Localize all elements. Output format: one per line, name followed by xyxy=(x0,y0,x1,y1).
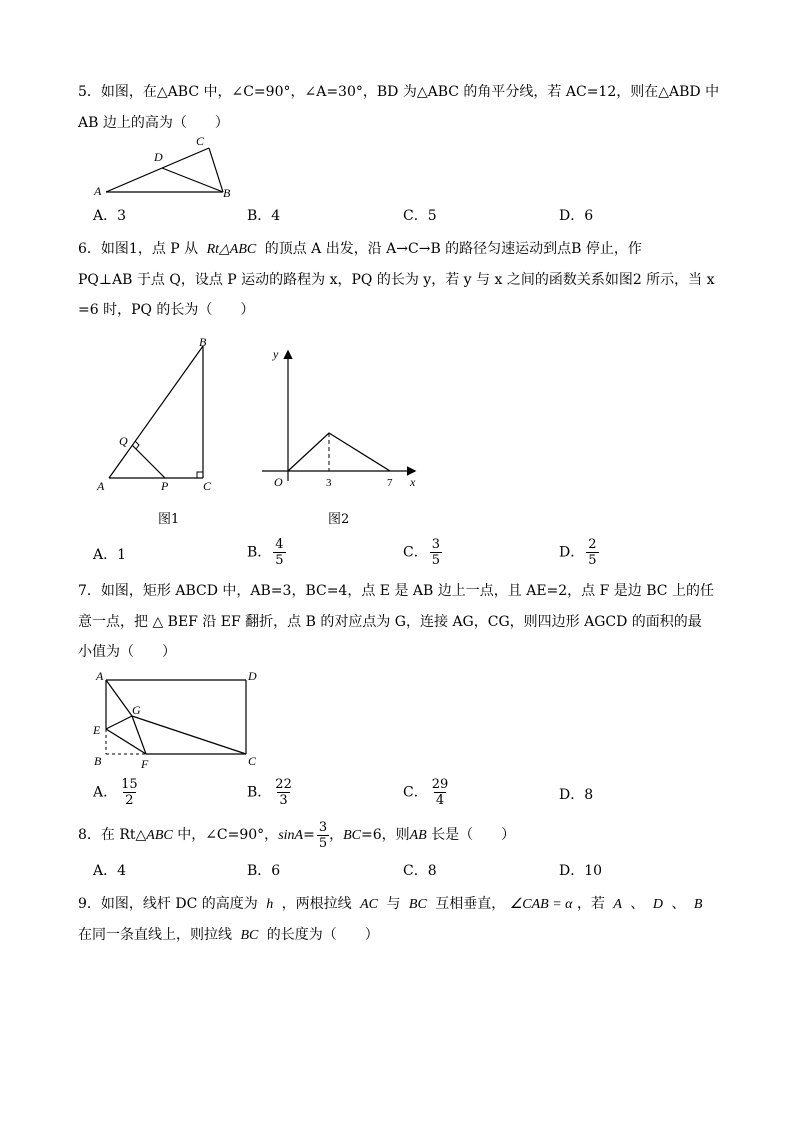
q6-text-line3: =6 时，PQ 的长为（ ） xyxy=(78,302,255,318)
q7-option-d[interactable]: D．8 xyxy=(559,787,594,803)
q9-e: ，若 xyxy=(576,896,605,912)
q6-option-d-fraction xyxy=(586,537,598,568)
q5-option-d[interactable]: D．6 xyxy=(559,208,594,224)
q6-figure2-graph xyxy=(260,338,430,488)
q8-prefix: 8．在 Rt△ xyxy=(78,827,147,843)
q7-option-a-num: 15 xyxy=(121,777,138,792)
q9-sep2: 、 xyxy=(671,896,686,912)
q5-label-D: D xyxy=(154,150,163,164)
q5-figure-triangle xyxy=(90,134,231,200)
q9-line2-a: 在同一条直线上，则拉线 xyxy=(78,927,232,943)
q5-label-A: A xyxy=(94,184,102,198)
q6-fig1-caption: 图1 xyxy=(158,512,180,527)
q5-label-B: B xyxy=(223,186,231,200)
q7-option-a-den: 2 xyxy=(125,793,134,808)
q9-point-B: B xyxy=(693,897,703,912)
q5-text-line1: 5．如图，在△ABC 中，∠C=90°，∠A=30°，BD 为△ABC 的角平分线，若 AC=12，则在△ABD 中 xyxy=(78,84,720,100)
q6-fig2-label-x: x xyxy=(410,475,416,489)
q6-fig2-caption: 图2 xyxy=(328,512,350,527)
q9-point-A: A xyxy=(613,897,622,912)
q8-option-c[interactable]: C．8 xyxy=(403,863,437,879)
q7-option-b[interactable] xyxy=(247,777,294,808)
q8-mid: 中，∠C=90°， xyxy=(172,827,279,843)
q7-option-c-num: 29 xyxy=(431,777,449,792)
q8-option-a[interactable]: A．4 xyxy=(93,863,127,879)
q7-option-a-fraction xyxy=(119,777,140,808)
q8-ab: AB xyxy=(409,828,427,843)
q6-fig1-label-Q: Q xyxy=(119,434,128,448)
q6-option-a[interactable]: A．1 xyxy=(93,547,127,563)
q7-option-b-den: 3 xyxy=(279,793,288,808)
q9-text-line1 xyxy=(78,895,706,914)
q6-option-b-label: B． xyxy=(247,544,272,561)
q9-text-line2 xyxy=(78,926,379,945)
q8-bc: BC xyxy=(343,828,361,843)
q9-ac: AC xyxy=(360,897,378,912)
q8-den: 5 xyxy=(318,835,328,851)
q8-option-b[interactable]: B．6 xyxy=(247,863,281,879)
q7-option-c-label: C． xyxy=(403,784,428,801)
q6-option-d-num: 2 xyxy=(588,537,597,552)
q7-option-b-num: 22 xyxy=(275,777,292,792)
q9-a: 9．如图，线杆 DC 的高度为 xyxy=(78,896,258,912)
q8-text xyxy=(78,818,515,853)
q7-text-line1: 7．如图，矩形 ABCD 中，AB=3，BC=4，点 E 是 AB 边上一点，且 AE=2，点 F 是边 BC 上的任 xyxy=(78,583,714,599)
q7-label-G: G xyxy=(132,703,141,717)
q9-c: 与 xyxy=(386,896,401,912)
q7-label-D: D xyxy=(248,669,257,683)
q6-fig1-label-P: P xyxy=(161,479,169,493)
q8-option-d[interactable]: D．10 xyxy=(559,863,603,879)
q6-option-c-den: 5 xyxy=(431,553,440,568)
q7-label-F: F xyxy=(141,757,149,771)
q9-line2-bc: BC xyxy=(240,928,259,943)
q5-option-c[interactable]: C．5 xyxy=(403,208,437,224)
q9-b: ，两根拉线 xyxy=(281,896,352,912)
q9-point-D: D xyxy=(652,897,663,912)
q8-eq: = xyxy=(303,827,315,843)
q5-text-line2: AB 边上的高为（ ） xyxy=(78,115,229,131)
q6-fig2-tick-3: 3 xyxy=(326,477,332,489)
q7-option-c[interactable] xyxy=(403,777,450,808)
q7-option-c-den: 4 xyxy=(435,793,445,808)
q7-figure-rectangle xyxy=(88,664,278,774)
q6-fig2-label-y: y xyxy=(273,347,279,361)
q5-label-C: C xyxy=(196,134,205,148)
q6-fig2-label-O: O xyxy=(274,475,283,489)
q6-text-line2: PQ⊥AB 于点 Q，设点 P 运动的路程为 x，PQ 的长为 y，若 y 与 x 之间的函数关系如图2 所示，当 x xyxy=(78,272,715,288)
q6-figure1-right-triangle xyxy=(95,334,225,494)
q7-option-b-fraction xyxy=(273,777,294,808)
q8-post2: =6，则 xyxy=(360,827,410,843)
q7-label-E: E xyxy=(93,723,101,737)
q8-sina: sinA xyxy=(278,828,304,843)
q6-fig1-label-A: A xyxy=(97,479,105,493)
q7-label-C: C xyxy=(248,754,257,768)
q6-option-b-num: 4 xyxy=(275,537,284,552)
q7-label-B: B xyxy=(94,754,102,768)
q6-option-c-num: 3 xyxy=(431,537,440,552)
q7-text-line3: 小值为（ ） xyxy=(78,644,176,660)
q6-option-c[interactable] xyxy=(403,537,442,568)
q9-h: h xyxy=(266,897,274,912)
q6-option-c-label: C． xyxy=(403,544,428,561)
q7-option-a-label: A． xyxy=(93,784,118,801)
q9-sep1: 、 xyxy=(630,896,645,912)
q6-text-line1 xyxy=(78,240,642,259)
q7-label-A: A xyxy=(96,669,104,683)
q7-option-a[interactable] xyxy=(93,777,140,808)
q6-option-b-den: 5 xyxy=(275,553,284,568)
q6-line1-part-b: 的顶点 A 出发，沿 A→C→B 的路径匀速运动到点B 停止，作 xyxy=(264,241,642,257)
q8-post3: 长是（ ） xyxy=(426,827,516,843)
q6-fig2-tick-7: 7 xyxy=(387,477,393,489)
q6-line1-part-a: 6．如图1，点 P 从 xyxy=(78,241,199,257)
q8-num: 3 xyxy=(318,819,328,835)
q6-option-d-label: D． xyxy=(559,544,585,561)
q7-text-line2: 意一点，把 △ BEF 沿 EF 翻折，点 B 的对应点为 G，连接 AG，CG，则四边形 AGCD 的面积的最 xyxy=(78,614,702,630)
q6-rt-triangle: Rt△ABC xyxy=(206,242,257,257)
q9-line2-b: 的长度为（ ） xyxy=(266,927,379,943)
q6-option-d[interactable] xyxy=(559,537,599,568)
q7-option-c-fraction xyxy=(430,777,451,808)
q7-option-b-label: B． xyxy=(247,784,272,801)
q8-fraction xyxy=(317,820,329,851)
q9-d: 互相垂直， xyxy=(435,896,506,912)
q5-option-b[interactable]: B．4 xyxy=(247,208,281,224)
q8-post1: ， xyxy=(329,827,344,843)
q6-fig1-label-B: B xyxy=(199,335,207,349)
q5-option-a[interactable]: A．3 xyxy=(93,208,127,224)
q6-option-b-fraction xyxy=(273,537,285,568)
q8-abc: ABC xyxy=(146,828,173,843)
q6-option-c-fraction xyxy=(430,537,442,568)
q9-bc: BC xyxy=(408,897,427,912)
q6-option-d-den: 5 xyxy=(588,553,597,568)
q6-option-b[interactable] xyxy=(247,537,286,568)
q9-angle: ∠CAB = α xyxy=(509,897,573,912)
q6-fig1-label-C: C xyxy=(203,479,212,493)
